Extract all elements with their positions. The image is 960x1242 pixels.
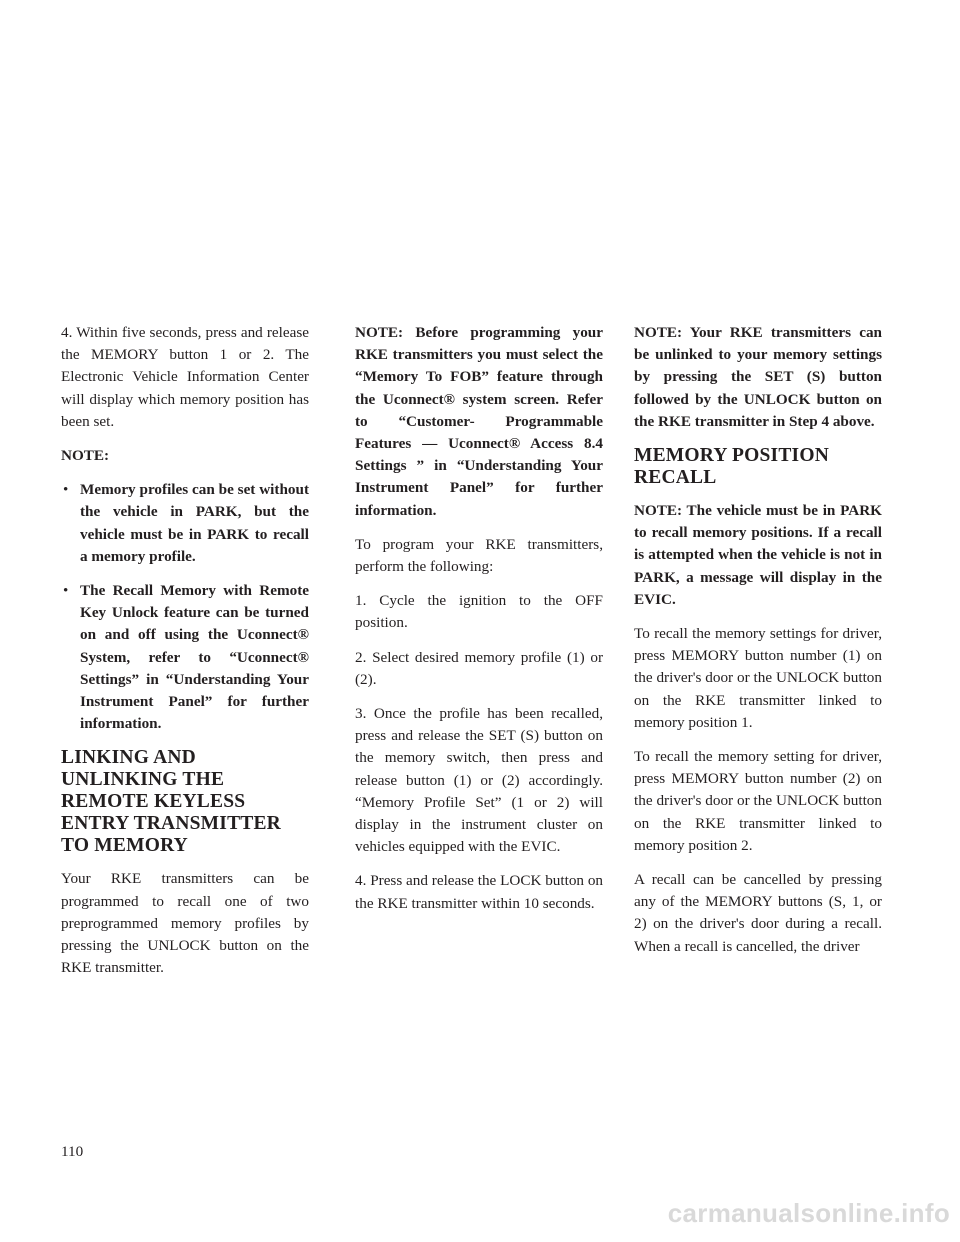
program-lead-paragraph: To program your RKE transmitters, perform the following: bbox=[355, 535, 603, 576]
program-step-3: 3. Once the profile has been recalled, press and release the SET (S) button on the memory switch, then press and release button (1) or (2) accordingly. “Memory Profile Set” (1 or 2) will display in the instrument cluster on vehicles equipped with the EVIC. bbox=[355, 705, 603, 856]
recall-paragraph-3: A recall can be cancelled by pressing any of the MEMORY buttons (S, 1, or 2) on the driver's door during a recall. When a recall is cancelled, the driver bbox=[634, 871, 882, 955]
column-2 bbox=[355, 322, 603, 927]
note-bullet-list bbox=[61, 479, 309, 735]
note-unlink: NOTE: Your RKE transmitters can be unlinked to your memory settings by pressing the SET (S) button followed by the UNLOCK button on the RKE transmitter in Step 4 above. bbox=[634, 324, 882, 430]
column-1 bbox=[61, 322, 309, 991]
program-step-4: 4. Press and release the LOCK button on the RKE transmitter within 10 seconds. bbox=[355, 872, 604, 912]
recall-paragraph-2: To recall the memory setting for driver, press MEMORY button number (2) on the driver's door or the UNLOCK button on the RKE transmitter linked to memory position 2. bbox=[634, 748, 882, 854]
recall-paragraph-1: To recall the memory settings for driver, press MEMORY button number (1) on the driver's door or the UNLOCK button on the RKE transmitter linked to memory position 1. bbox=[634, 625, 882, 731]
section-heading-recall: MEMORY POSITION RECALL bbox=[634, 445, 829, 489]
program-step-2: 2. Select desired memory profile (1) or (2). bbox=[355, 648, 603, 688]
note-recall-park: NOTE: The vehicle must be in PARK to recall memory positions. If a recall is attempted when the vehicle is not in PARK, a message will display in the EVIC. bbox=[634, 502, 882, 608]
bullet-recall-memory: • The Recall Memory with Remote Key Unlock feature can be turned on and off using the Uconnect® System, refer to “Uconnect® Settings” in “Understanding Your Instrument Panel” for further information. bbox=[61, 580, 309, 735]
note-memory-to-fob: NOTE: Before programming your RKE transmitters you must select the “Memory To FOB” feature through the Uconnect® system screen. Refer to “Customer- Programmable Features — Uconnect® Access 8.4 Settings ” in “Understanding Your Instrument Panel” for further information. bbox=[355, 324, 603, 519]
watermark-logo: carmanualsonline.info bbox=[667, 1198, 950, 1228]
program-step-1: 1. Cycle the ignition to the OFF position. bbox=[355, 592, 603, 632]
step-4-paragraph: 4. Within five seconds, press and release the MEMORY button 1 or 2. The Electronic Vehicle Information Center will display which memory position has been set. bbox=[61, 324, 309, 430]
linking-intro-paragraph: Your RKE transmitters can be programmed to recall one of two preprogrammed memory profiles by pressing the UNLOCK button on the RKE transmitter. bbox=[61, 870, 309, 977]
page-number: 110 bbox=[61, 1143, 84, 1160]
bullet-memory-profiles: • Memory profiles can be set without the vehicle in PARK, but the vehicle must be in PARK to recall a memory profile. bbox=[61, 479, 309, 568]
note-label: NOTE: bbox=[61, 447, 110, 465]
section-heading-linking: LINKING AND UNLINKING THE REMOTE KEYLESS ENTRY TRANSMITTER TO MEMORY bbox=[61, 747, 281, 857]
column-3 bbox=[634, 322, 882, 970]
